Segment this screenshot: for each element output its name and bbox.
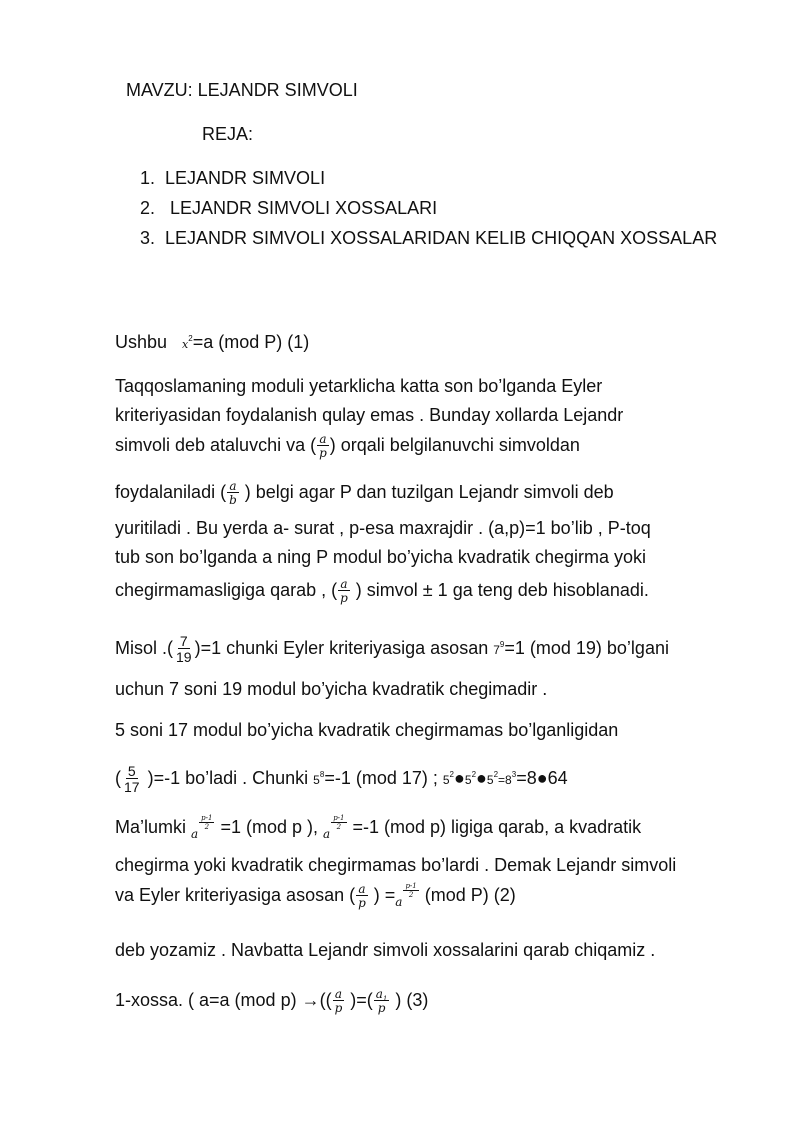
- power-expression: a $\frac{p-1}{2}$: [191, 814, 213, 841]
- paragraph-line: simvoli deb ataluvchi va ( $\frac{a}{p}$ ) orqali belgilanuvchi simvoldan: [115, 432, 580, 460]
- power-expression: a $\frac{p-1}{2}$: [395, 882, 417, 909]
- example-line: ( $\frac{5}{17}$ )=-1 bo’ladi . Chunki $5^8=-1$ (mod 17) ; $5^2●5^2●5^2=8^3=8●64$: [115, 763, 568, 795]
- paragraph-line: yuritiladi . Bu yerda a- surat , p-esa maxrajdir . (a,p)=1 bo’lib , P-toq: [115, 518, 651, 538]
- legendre-fraction: $\frac{a}{p}$: [334, 987, 343, 1015]
- power-expression: a $\frac{p-1}{2}$: [323, 814, 345, 841]
- equation-line-1: Ushbu $x^2=a$ (mod P) (1): [115, 332, 310, 352]
- paragraph-line: Ma’lumki a $\frac{p-1}{2}$ =1 (mod p ), a $\frac{p-1}{2}$ =-1 (mod p) ligiga qarab, a kvadratik: [115, 814, 642, 841]
- paragraph-line: Taqqoslamaning moduli yetarklicha katta son bo’lganda Eyler: [115, 376, 603, 396]
- equation-line-2: va Eyler kriteriyasiga asosan ( $\frac{a}{p}$ ) = a $\frac{p-1}{2}$ (mod P) (2): [115, 882, 516, 910]
- example-line: Misol .( $\frac{7}{19}$ )=1 chunki Eyler kriteriyasiga asosan $7^9=1$ (mod 19) bo’lgani: [115, 633, 669, 665]
- legendre-fraction: $\frac{a}{p}$: [340, 577, 348, 605]
- legendre-fraction: $\frac{a}{p}$: [319, 432, 327, 460]
- fraction: $\frac{5}{17}$: [124, 763, 140, 795]
- paragraph-line: foydalaniladi ( $\frac{a}{b}$ ) belgi agar P dan tuzilgan Lejandr simvoli deb: [115, 479, 614, 507]
- property-line: 1-xossa. ( a=a (mod p) →(( $\frac{a}{p}$ )=( $\frac{a_1}{p}$ ) (3): [115, 987, 429, 1015]
- paragraph-line: kriteriyasidan foydalanish qulay emas . Bunday xollarda Lejandr: [115, 405, 624, 425]
- paragraph-line: tub son bo’lganda a ning P modul bo’yicha kvadratik chegirma yoki: [115, 547, 646, 567]
- paragraph-line: deb yozamiz . Navbatta Lejandr simvoli xossalarini qarab chiqamiz .: [115, 940, 656, 960]
- fraction: $\frac{7}{19}$: [176, 633, 192, 665]
- plan-item: 1. LEJANDR SIMVOLI: [140, 168, 326, 188]
- page-title: MAVZU: LEJANDR SIMVOLI: [126, 80, 358, 100]
- paragraph-line: chegirma yoki kvadratik chegirmamas bo’lardi . Demak Lejandr simvoli: [115, 855, 677, 875]
- paragraph-line: chegirmamasligiga qarab , ( $\frac{a}{p}$ ) simvol ± 1 ga teng deb hisoblanadi.: [115, 577, 649, 605]
- legendre-fraction: $\frac{a}{b}$: [229, 479, 237, 507]
- legendre-fraction: $\frac{a_1}{p}$: [375, 987, 388, 1015]
- example-line: 5 soni 17 modul bo’yicha kvadratik chegirmamas bo’lganligidan: [115, 720, 619, 740]
- plan-heading: REJA:: [202, 124, 254, 144]
- plan-item: 3. LEJANDR SIMVOLI XOSSALARIDAN KELIB CHIQQAN XOSSALAR: [140, 228, 718, 248]
- legendre-fraction: $\frac{a}{p}$: [358, 882, 366, 910]
- example-line: uchun 7 soni 19 modul bo’yicha kvadratik chegimadir .: [115, 679, 548, 699]
- plan-item: 2. LEJANDR SIMVOLI XOSSALARI: [140, 198, 438, 218]
